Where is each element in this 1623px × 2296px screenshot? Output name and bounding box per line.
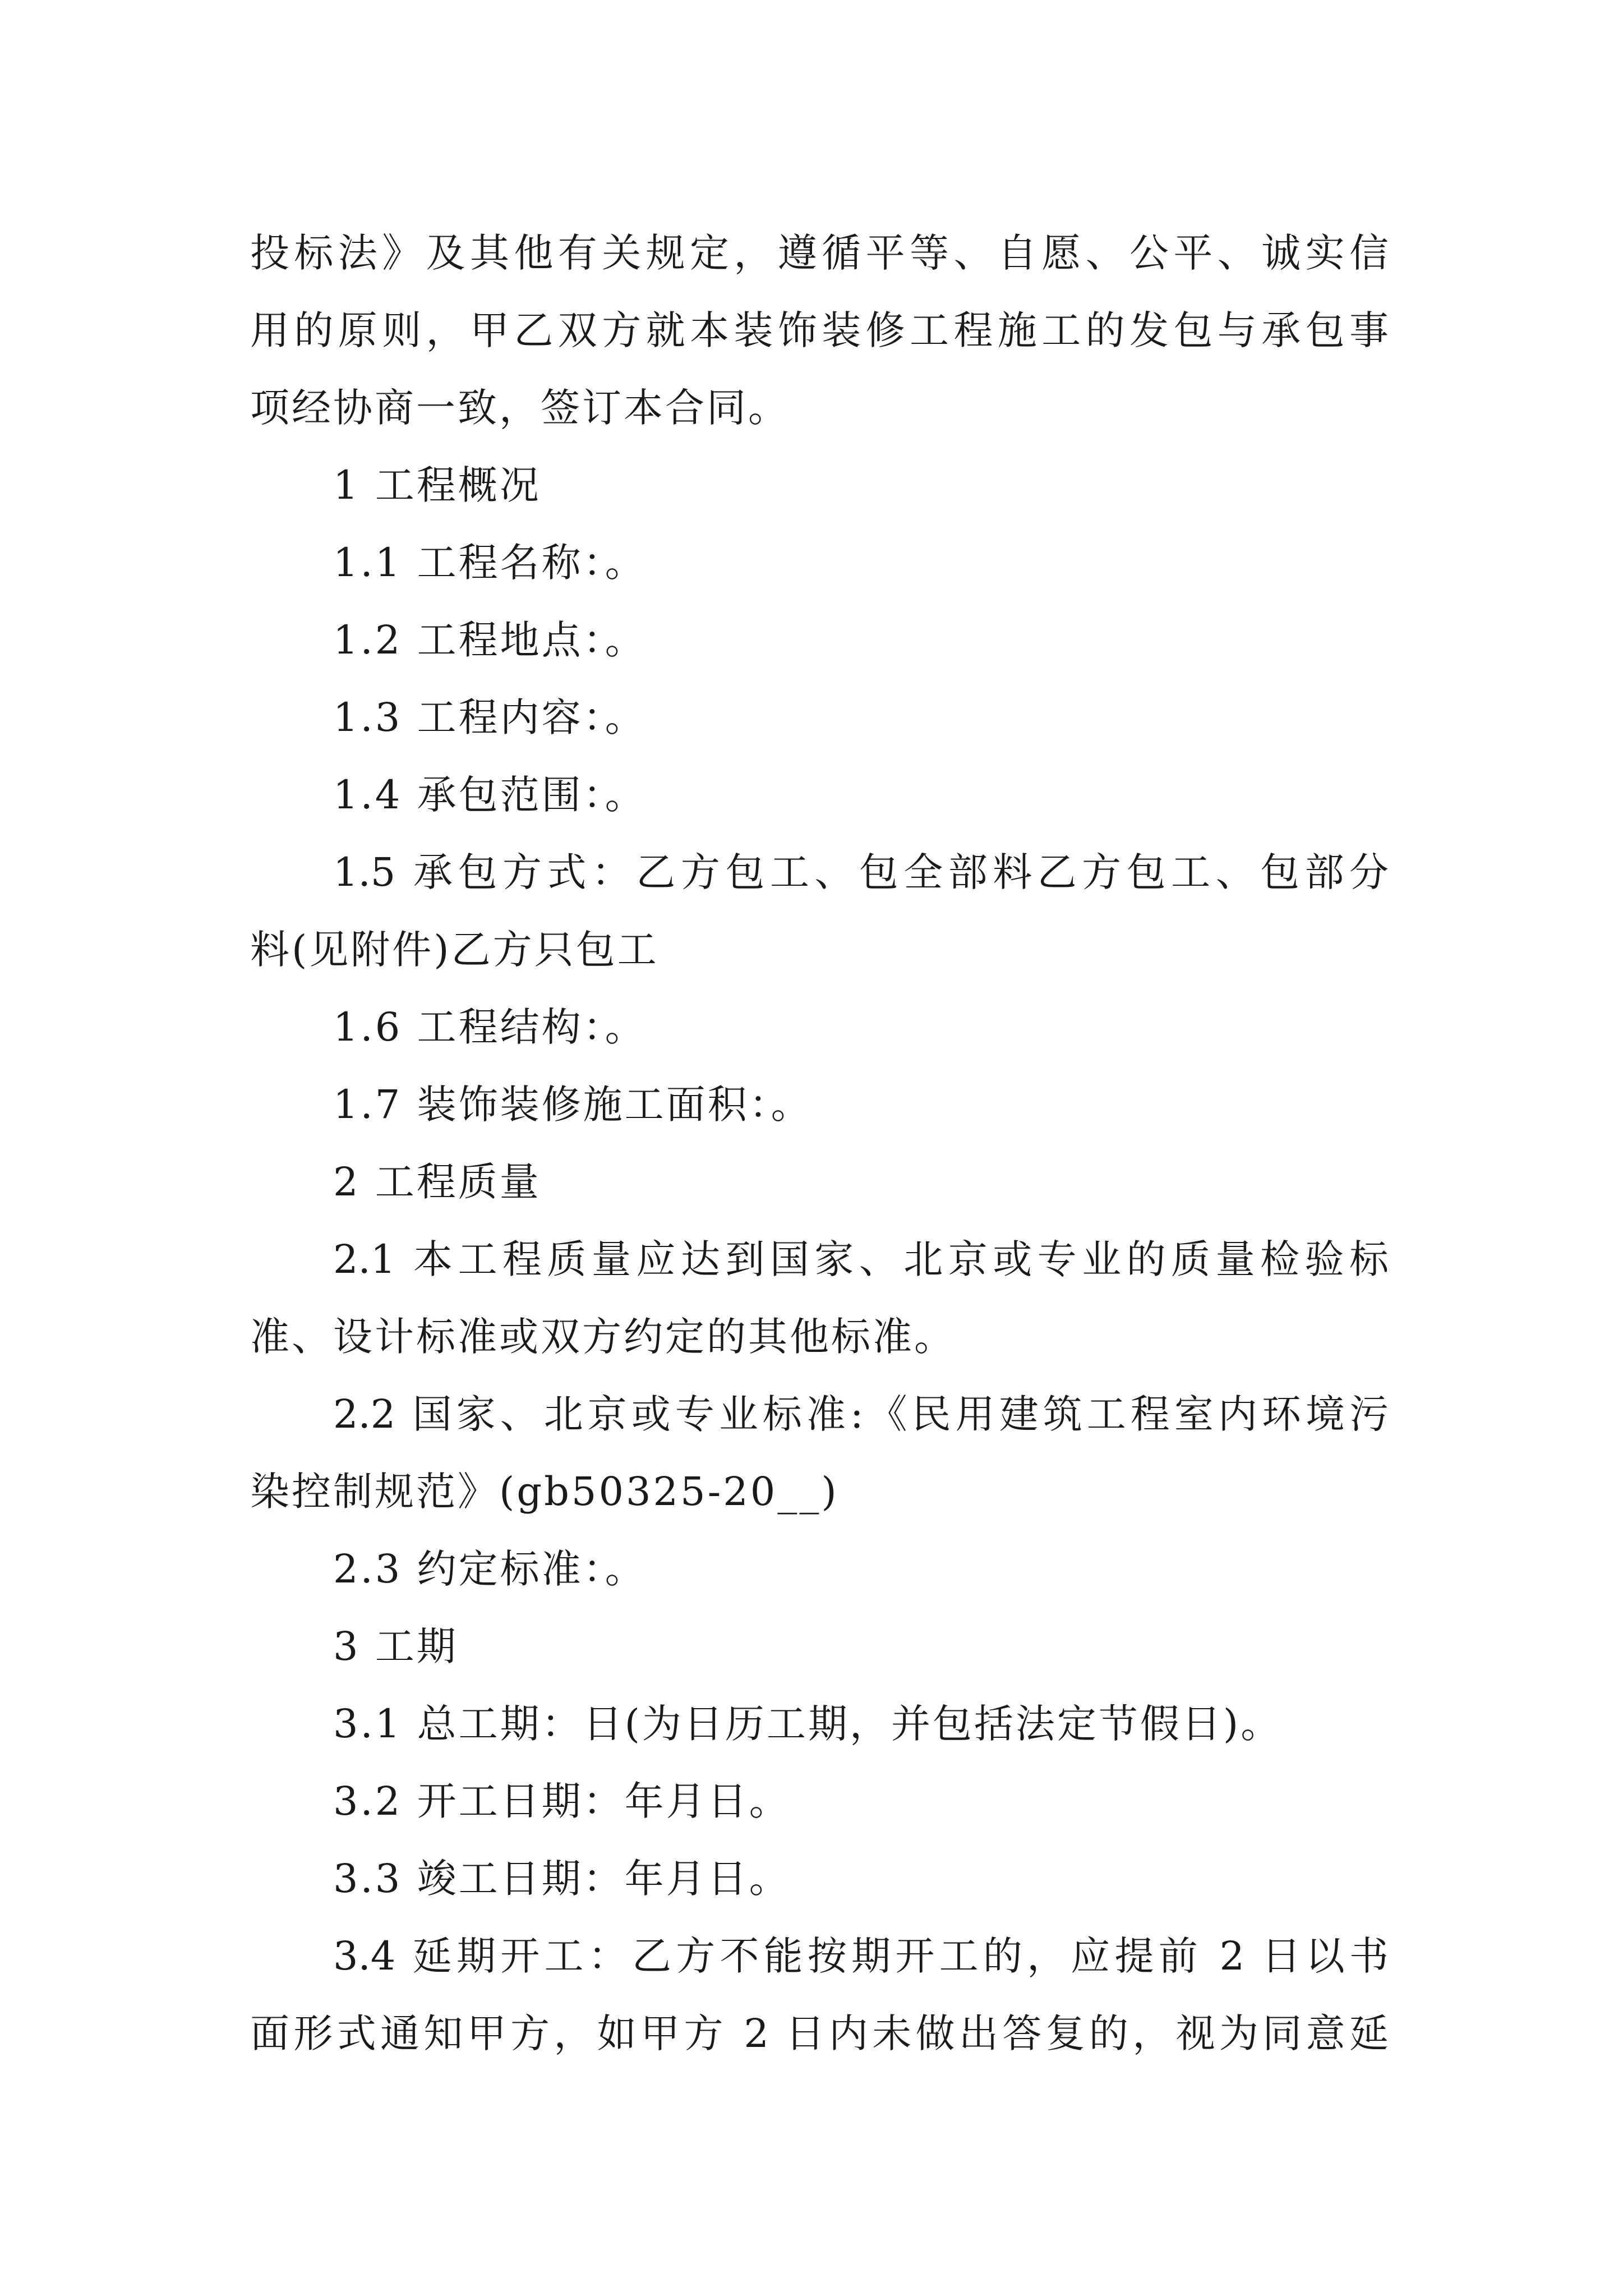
section-heading: 1 工程概况: [333, 462, 541, 508]
clause-item: 2.1 本工程质量应达到国家、北京或专业的质量检验标: [333, 1236, 1389, 1282]
clause-item: 3.3 竣工日期：年月日。: [333, 1856, 791, 1902]
text-line: 用的原则，甲乙双方就本装饰装修工程施工的发包与承包事: [250, 307, 1389, 353]
text-line: 投标法》及其他有关规定，遵循平等、自愿、公平、诚实信: [250, 230, 1389, 276]
text-line: 染控制规范》(gb50325-20__): [250, 1469, 839, 1515]
section-heading: 2 工程质量: [333, 1159, 541, 1205]
clause-item: 2.3 约定标准：。: [333, 1546, 647, 1592]
clause-item: 3.4 延期开工：乙方不能按期开工的，应提前 2 日以书: [333, 1933, 1389, 1979]
clause-item: 1.5 承包方式：乙方包工、包全部料乙方包工、包部分: [333, 849, 1389, 895]
clause-item: 1.2 工程地点：。: [333, 617, 647, 663]
clause-item: 2.2 国家、北京或专业标准:《民用建筑工程室内环境污: [333, 1391, 1389, 1437]
clause-item: 1.3 工程内容：。: [333, 694, 647, 740]
document-body: [250, 214, 1389, 2072]
text-line: 项经协商一致，签订本合同。: [250, 385, 790, 431]
clause-item: 1.1 工程名称：。: [333, 540, 647, 586]
clause-item: 3.2 开工日期：年月日。: [333, 1778, 791, 1824]
clause-item: 3.1 总工期：日(为日历工期，并包括法定节假日)。: [333, 1701, 1283, 1747]
clause-item: 1.4 承包范围：。: [333, 772, 647, 818]
text-line: 面形式通知甲方，如甲方 2 日内未做出答复的，视为同意延: [250, 2010, 1389, 2056]
clause-item: 1.7 装饰装修施工面积：。: [333, 1082, 813, 1128]
text-line: 料(见附件)乙方只包工: [250, 927, 659, 973]
clause-item: 1.6 工程结构：。: [333, 1004, 647, 1050]
text-line: 准、设计标准或双方约定的其他标准。: [250, 1314, 956, 1360]
section-heading: 3 工期: [333, 1623, 458, 1669]
